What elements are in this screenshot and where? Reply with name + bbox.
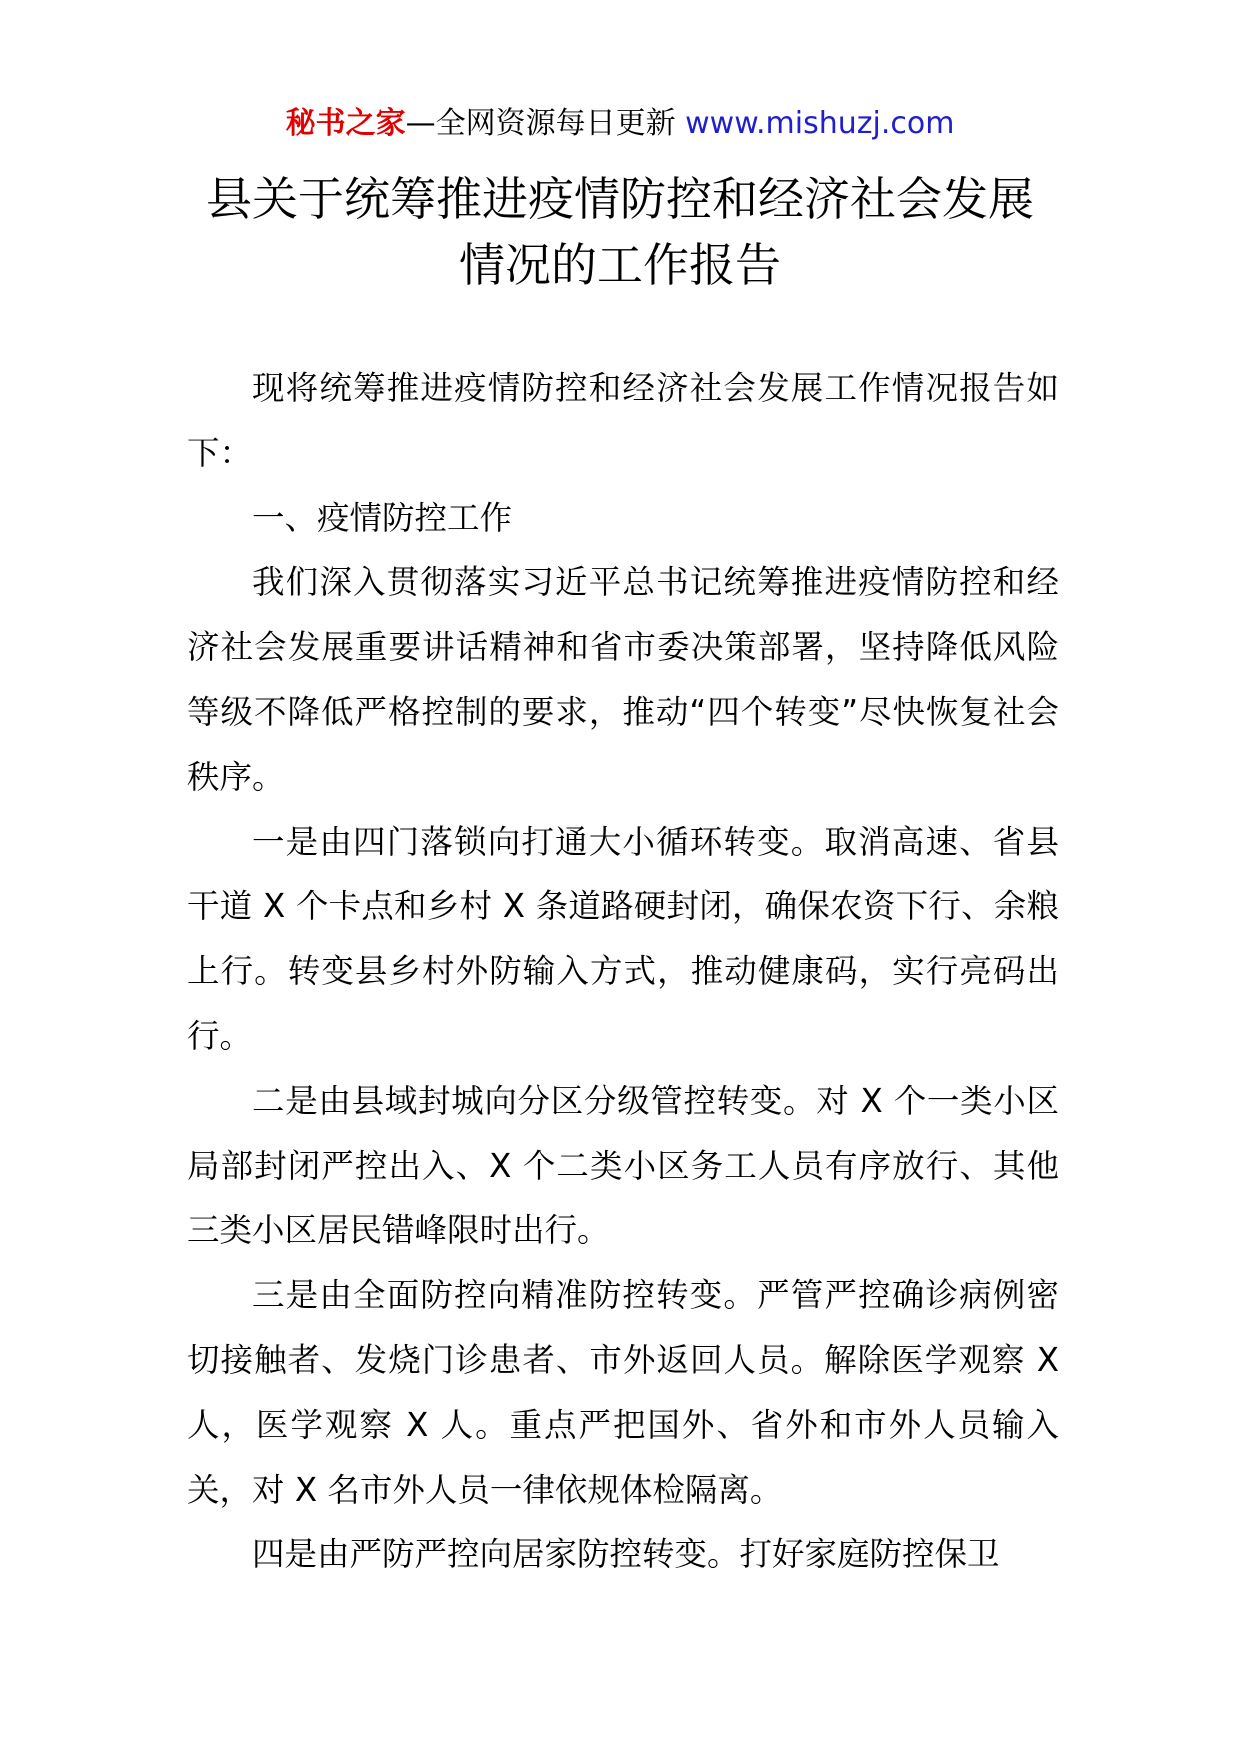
intro-paragraph: 现将统筹推进疫情防控和经济社会发展工作情况报告如下： [187, 369, 1059, 472]
body-paragraph: 四是由严防严控向居家防控转变。打好家庭防控保卫 [252, 1535, 1000, 1574]
site-url-link[interactable]: www.mishuzj.com [685, 106, 955, 141]
document-body [187, 356, 1059, 1587]
section-heading: 一、疫情防控工作 [252, 498, 513, 537]
body-paragraph: 三是由全面防控向精准防控转变。严管严控确诊病例密切接触者、发烧门诊患者、市外返回人员。解除医学观察 X 人，医学观察 X 人。重点严把国外、省外和市外人员输入关，对 X 名市外人员一律依规体检隔离。 [187, 1276, 1059, 1509]
body-paragraph: 我们深入贯彻落实习近平总书记统筹推进疫情防控和经济社会发展重要讲话精神和省市委决策部署，坚持降低风险等级不降低严格控制的要求，推动“四个转变”尽快恢复社会秩序。 [187, 563, 1059, 796]
document-title [130, 166, 1110, 298]
body-paragraph: 二是由县域封城向分区分级管控转变。对 X 个一类小区局部封闭严控出入、X 个二类小区务工人员有序放行、其他三类小区居民错峰限时出行。 [187, 1081, 1059, 1250]
site-header [0, 104, 1240, 144]
title-line-2: 情况的工作报告 [459, 238, 781, 292]
brand-name: 秘书之家 [285, 106, 406, 141]
site-tagline: —全网资源每日更新 [405, 106, 686, 141]
title-line-1: 县关于统筹推进疫情防控和经济社会发展 [206, 172, 1034, 226]
body-paragraph: 一是由四门落锁向打通大小循环转变。取消高速、省县干道 X 个卡点和乡村 X 条道路硬封闭，确保农资下行、余粮上行。转变县乡村外防输入方式，推动健康码，实行亮码出行。 [187, 822, 1059, 1055]
